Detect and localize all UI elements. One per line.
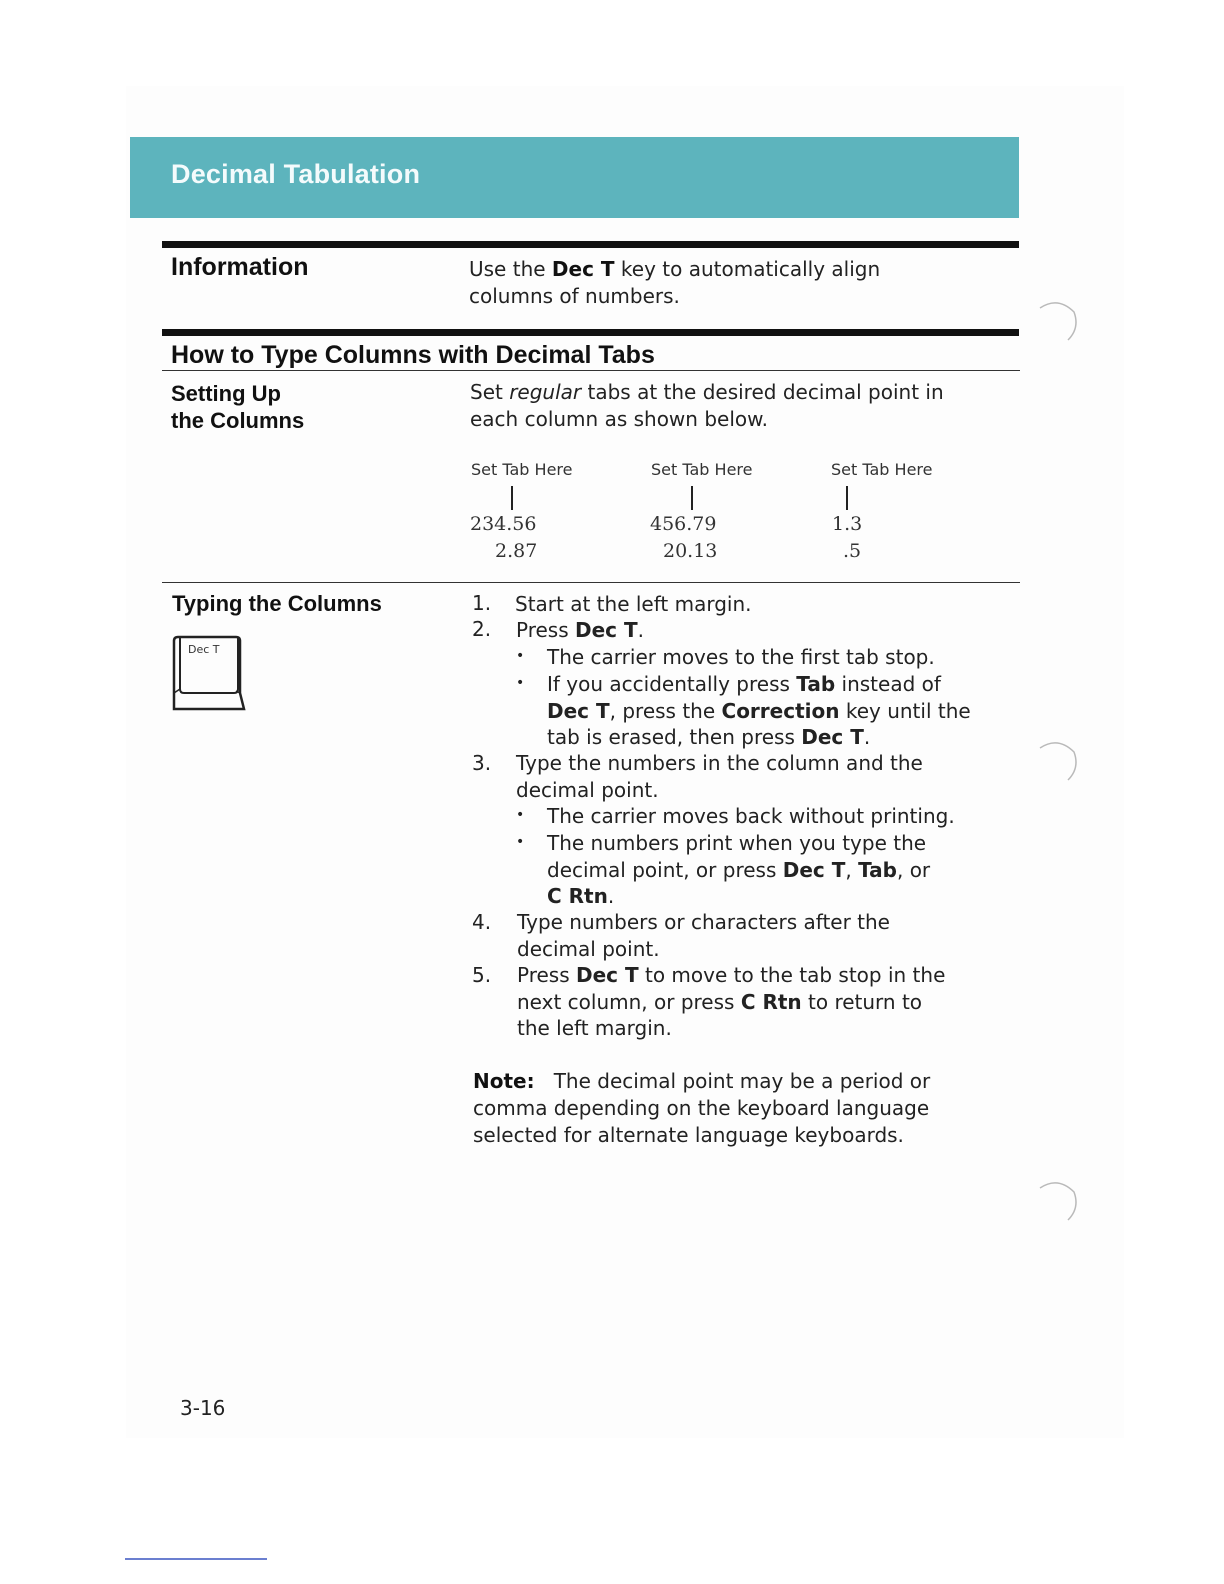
section-divider	[162, 582, 1020, 583]
bullet-text: The numbers print when you type the decimal point, or press Dec T, Tab, or C Rtn.	[547, 831, 931, 908]
tab-marker	[691, 486, 693, 510]
bullet-text: The carrier moves back without printing.	[547, 804, 955, 828]
page-number: 3-16	[180, 1396, 226, 1420]
information-label: Information	[171, 253, 309, 281]
step-number: 1.	[472, 591, 492, 615]
punch-hole-icon	[1034, 1178, 1080, 1224]
step-text: Type numbers or characters after the decimal point.	[517, 910, 890, 961]
step-text: Start at the left margin.	[515, 592, 752, 616]
setting-up-text: Set regular tabs at the desired decimal point in each column as shown below.	[470, 380, 944, 431]
tab-column-example	[471, 460, 641, 570]
key-legend: Dec T	[188, 643, 220, 656]
column-value: 2.87	[495, 540, 538, 562]
page-title: Decimal Tabulation	[171, 159, 421, 189]
column-value: 1.3	[832, 513, 863, 535]
column-value: 234.56	[470, 513, 537, 535]
tab-marker	[511, 486, 513, 510]
step-text: Type the numbers in the column and the decimal point.	[516, 751, 923, 802]
section-heading: How to Type Columns with Decimal Tabs	[171, 341, 655, 369]
bullet-text: The carrier moves to the first tab stop.	[547, 645, 935, 669]
tab-column-example	[831, 460, 1001, 570]
step-number: 4.	[472, 910, 492, 934]
note-label: Note:	[473, 1069, 535, 1093]
bullet-icon: •	[516, 675, 525, 691]
tab-marker	[846, 486, 848, 510]
step-text: Press Dec T.	[516, 618, 644, 642]
punch-hole-icon	[1034, 298, 1080, 344]
scan-mark	[125, 1558, 267, 1560]
bullet-icon: •	[516, 834, 525, 850]
setting-up-label: Setting Up the Columns	[171, 381, 305, 433]
typing-columns-label: Typing the Columns	[172, 591, 382, 616]
bullet-icon: •	[516, 807, 525, 823]
section-rule	[162, 241, 1019, 248]
tab-caption: Set Tab Here	[651, 460, 753, 479]
bullet-icon: •	[516, 648, 525, 664]
punch-hole-icon	[1034, 738, 1080, 784]
information-text: Use the Dec T key to automatically align columns of numbers.	[469, 257, 881, 308]
step-number: 3.	[472, 751, 492, 775]
header-band	[130, 137, 1019, 218]
tab-column-example	[651, 460, 821, 570]
tab-caption: Set Tab Here	[471, 460, 573, 479]
step-number: 2.	[472, 617, 492, 641]
step-number: 5.	[472, 963, 492, 987]
note-block: Note: The decimal point may be a period or comma depending on the keyboard language selected for alternate language keyboards.	[473, 1069, 931, 1147]
heading-underline	[162, 370, 1020, 371]
column-value: 456.79	[650, 513, 717, 535]
tab-caption: Set Tab Here	[831, 460, 933, 479]
dec-t-key-icon	[170, 633, 248, 715]
section-rule	[162, 329, 1019, 336]
step-text: Press Dec T to move to the tab stop in the next column, or press C Rtn to return to the left margin.	[517, 963, 946, 1040]
column-value: .5	[843, 540, 862, 562]
column-value: 20.13	[663, 540, 718, 562]
bullet-text: If you accidentally press Tab instead of Dec T, press the Correction key until the tab is erased, then press Dec T.	[547, 672, 971, 749]
